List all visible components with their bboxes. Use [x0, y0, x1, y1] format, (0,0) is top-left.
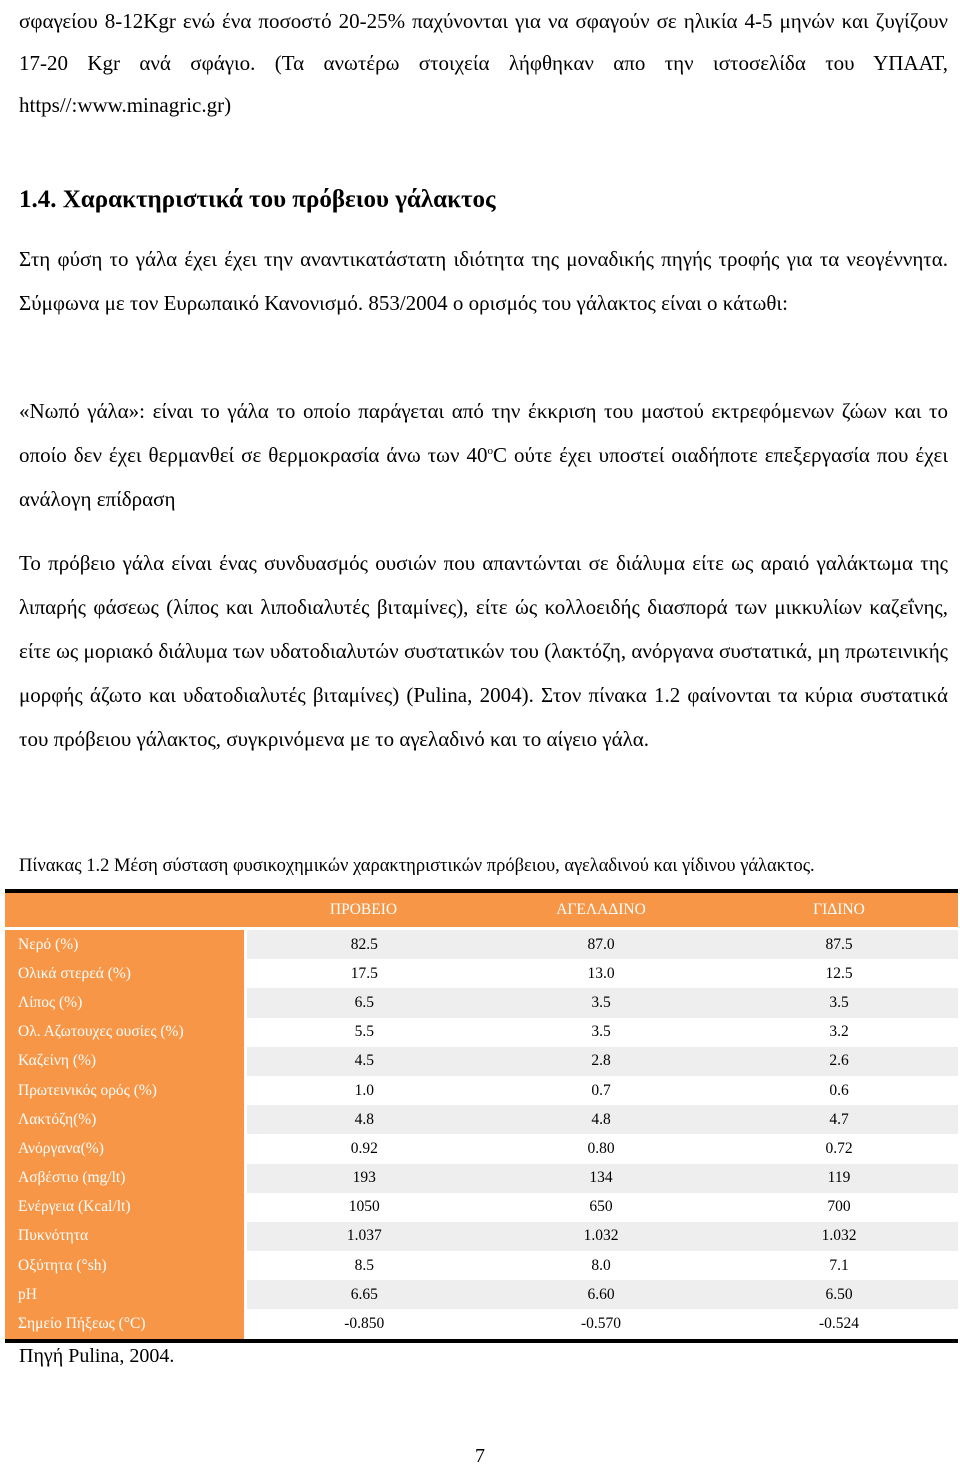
table-source: Πηγή Pulina, 2004. [19, 1345, 175, 1367]
value-cow: 0.7 [482, 1076, 720, 1105]
table-row [5, 959, 958, 988]
table-row [5, 929, 958, 960]
value-sheep: 193 [245, 1164, 482, 1193]
value-cow: 3.5 [482, 988, 720, 1017]
table-row [5, 1193, 958, 1222]
header-cell-goat: ΓΙΔΙΝΟ [720, 891, 958, 929]
table-row [5, 1309, 958, 1340]
value-goat: 1.032 [720, 1222, 958, 1251]
row-label: Λακτόζη(%) [5, 1105, 245, 1134]
value-sheep: 6.5 [245, 988, 482, 1017]
value-cow: 8.0 [482, 1251, 720, 1280]
value-cow: 87.0 [482, 929, 720, 960]
header-cell-cow: ΑΓΕΛΑΔΙΝΟ [482, 891, 720, 929]
value-sheep: 6.65 [245, 1280, 482, 1309]
value-cow: 13.0 [482, 959, 720, 988]
value-cow: 2.8 [482, 1047, 720, 1076]
table-row [5, 1164, 958, 1193]
row-label: Ολ. Αζωτουχες ουσίες (%) [5, 1018, 245, 1047]
paragraph-raw-milk-definition [19, 389, 948, 521]
value-cow: 134 [482, 1164, 720, 1193]
value-sheep: -0.850 [245, 1309, 482, 1340]
intro-paragraph: σφαγείου 8-12Kgr ενώ ένα ποσοστό 20-25% παχύνονται για να σφαγούν σε ηλικία 4-5 μηνών και ζυγίζουν 17-20 Kgr ανά σφάγιο. (Τα ανωτέρω στοιχεία λήφθηκαν απο την ιστοσελίδα του ΥΠΑΑΤ, https//:www.minagric.gr) [19, 9, 948, 117]
row-label: pH [5, 1280, 245, 1309]
section-heading: 1.4. Χαρακτηριστικά του πρόβειου γάλακτος [19, 186, 496, 213]
value-sheep: 0.92 [245, 1134, 482, 1163]
row-label: Λίπος (%) [5, 988, 245, 1017]
row-label: Ενέργεια (Kcal/lt) [5, 1193, 245, 1222]
table-row [5, 1134, 958, 1163]
page-number: 7 [475, 1445, 485, 1467]
value-goat: 4.7 [720, 1105, 958, 1134]
value-sheep: 4.5 [245, 1047, 482, 1076]
table-row [5, 1047, 958, 1076]
table-header-row [5, 891, 958, 929]
row-label: Σημείο Πήξεως (°C) [5, 1309, 245, 1340]
value-goat: 2.6 [720, 1047, 958, 1076]
value-goat: 3.2 [720, 1018, 958, 1047]
header-cell-empty [5, 891, 245, 929]
table-row [5, 1222, 958, 1251]
value-cow: 0.80 [482, 1134, 720, 1163]
header-cell-sheep: ΠΡΟΒΕΙΟ [245, 891, 482, 929]
raw-milk-text-part2: C ούτε έχει υποστεί οιαδήποτε επεξεργασία που έχει ανάλογη επίδραση [19, 443, 948, 511]
value-sheep: 1050 [245, 1193, 482, 1222]
milk-composition-table [5, 889, 958, 1343]
degree-superscript: ο [487, 445, 493, 457]
table-caption: Πίνακας 1.2 Μέση σύσταση φυσικοχημικών χαρακτηριστικών πρόβειου, αγελαδινού και γίδινου γάλακτος. [19, 856, 815, 876]
row-label: Νερό (%) [5, 929, 245, 960]
table-row [5, 1251, 958, 1280]
table-row [5, 1018, 958, 1047]
value-cow: 4.8 [482, 1105, 720, 1134]
table-row [5, 1280, 958, 1309]
value-cow: 1.032 [482, 1222, 720, 1251]
value-goat: 119 [720, 1164, 958, 1193]
value-sheep: 4.8 [245, 1105, 482, 1134]
row-label: Οξύτητα (°sh) [5, 1251, 245, 1280]
paragraph-definition-intro: Στη φύση το γάλα έχει έχει την αναντικατάστατη ιδιότητα της μοναδικής πηγής τροφής για τα νεογέννητα. Σύμφωνα με τον Ευρωπαικό Κανονισμό. 853/2004 ο ορισμός του γάλακτος είναι ο κάτωθι: [19, 247, 948, 315]
raw-milk-text-part1: «Νωπό γάλα»: είναι το γάλα το οποίο παράγεται από την έκκριση του μαστού εκτρεφόμενων ζώων και το οποίο δεν έχει θερμανθεί σε θερμοκρασία άνω των 40 [19, 399, 948, 467]
row-label: Ολικά στερεά (%) [5, 959, 245, 988]
value-goat: 87.5 [720, 929, 958, 960]
row-label: Ανόργανα(%) [5, 1134, 245, 1163]
value-cow: 6.60 [482, 1280, 720, 1309]
value-sheep: 82.5 [245, 929, 482, 960]
row-label: Ασβέστιο (mg/lt) [5, 1164, 245, 1193]
value-sheep: 1.0 [245, 1076, 482, 1105]
paragraph-composition: Το πρόβειο γάλα είναι ένας συνδυασμός ουσιών που απαντώνται σε διάλυμα είτε ως αραιό γαλάκτωμα της λιπαρής φάσεως (λίπος και λιποδιαλυτές βιταμίνες), είτε ώς κολλοειδής διασπορά των μικκυλίων καζεΐνης, είτε ως μοριακό διάλυμα των υδατοδιαλυτών συστατικών του (λακτόζη, ανόργανα συστατικά, μη πρωτεινικής μορφής άζωτο και υδατοδιαλυτές βιταμίνες) (Pulina, 2004). Στον πίνακα 1.2 φαίνονται τα κύρια συστατικά του πρόβειου γάλακτος, συγκρινόμενα με το αγελαδινό και το αίγειο γάλα. [19, 551, 948, 751]
value-goat: 12.5 [720, 959, 958, 988]
row-label: Καζείνη (%) [5, 1047, 245, 1076]
value-cow: 3.5 [482, 1018, 720, 1047]
value-sheep: 5.5 [245, 1018, 482, 1047]
value-goat: 6.50 [720, 1280, 958, 1309]
value-cow: -0.570 [482, 1309, 720, 1340]
table-row [5, 988, 958, 1017]
value-goat: 7.1 [720, 1251, 958, 1280]
value-goat: 0.72 [720, 1134, 958, 1163]
value-goat: 0.6 [720, 1076, 958, 1105]
value-sheep: 8.5 [245, 1251, 482, 1280]
table-row [5, 1076, 958, 1105]
value-goat: -0.524 [720, 1309, 958, 1340]
table-row [5, 1105, 958, 1134]
value-goat: 3.5 [720, 988, 958, 1017]
value-goat: 700 [720, 1193, 958, 1222]
value-sheep: 1.037 [245, 1222, 482, 1251]
value-sheep: 17.5 [245, 959, 482, 988]
row-label: Πυκνότητα [5, 1222, 245, 1251]
row-label: Πρωτεινικός ορός (%) [5, 1076, 245, 1105]
value-cow: 650 [482, 1193, 720, 1222]
